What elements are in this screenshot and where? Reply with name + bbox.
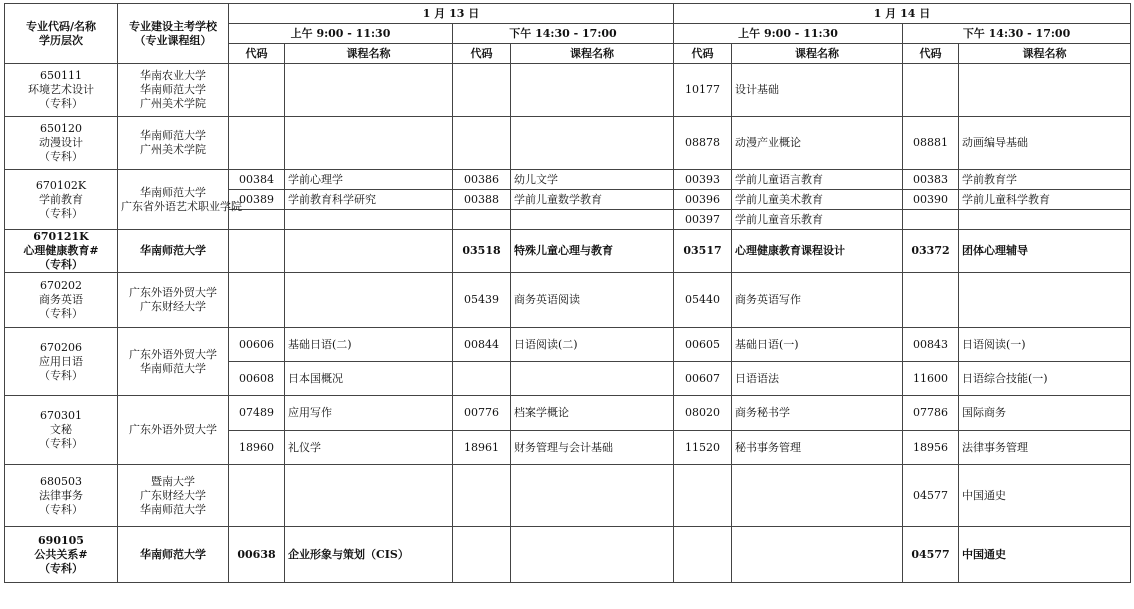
course-code: 00383 <box>903 170 959 190</box>
header-major-line2: 学历层次 <box>39 33 83 47</box>
major-code: 690105 <box>38 533 84 547</box>
course-name: 学前儿童音乐教育 <box>732 210 903 230</box>
course-name: 学前心理学 <box>285 170 453 190</box>
course-code <box>453 527 511 583</box>
table-row <box>5 273 1131 328</box>
major-cell <box>5 170 118 230</box>
course-name <box>511 362 674 396</box>
course-code <box>229 117 285 170</box>
course-name: 日本国概况 <box>285 362 453 396</box>
table-body <box>5 64 1131 583</box>
header-day2: 1 月 14 日 <box>674 4 1131 24</box>
table-row <box>5 328 1131 362</box>
table-row <box>5 117 1131 170</box>
major-level: （专科） <box>39 97 83 110</box>
course-code: 00605 <box>674 328 732 362</box>
school-cell <box>118 64 229 117</box>
course-name: 设计基础 <box>732 64 903 117</box>
course-name: 秘书事务管理 <box>732 431 903 465</box>
course-name: 心理健康教育课程设计 <box>732 230 903 273</box>
major-name: 公共关系# <box>34 547 88 561</box>
course-code: 05440 <box>674 273 732 328</box>
major-name: 应用日语 <box>39 354 83 368</box>
course-name: 日语阅读(一) <box>959 328 1131 362</box>
school-name: 广东外语外贸大学 <box>129 286 217 299</box>
major-name: 学前教育 <box>39 192 83 206</box>
major-level: （专科） <box>39 258 83 271</box>
course-code <box>453 117 511 170</box>
course-code: 18956 <box>903 431 959 465</box>
header-code: 代码 <box>229 44 285 64</box>
table-row <box>5 170 1131 190</box>
course-code: 00386 <box>453 170 511 190</box>
major-code: 670301 <box>40 409 82 422</box>
course-name: 幼儿文学 <box>511 170 674 190</box>
course-name <box>959 64 1131 117</box>
course-code: 08878 <box>674 117 732 170</box>
course-name: 中国通史 <box>959 527 1131 583</box>
major-cell <box>5 527 118 583</box>
course-name: 团体心理辅导 <box>959 230 1131 273</box>
school-name: 华南师范大学 <box>140 361 206 375</box>
major-name: 动漫设计 <box>39 136 83 149</box>
major-level: （专科） <box>39 368 83 382</box>
major-level: （专科） <box>39 437 83 450</box>
major-cell <box>5 328 118 396</box>
major-code: 650111 <box>40 69 82 82</box>
course-name: 企业形象与策划（CIS） <box>285 527 453 583</box>
major-level: （专科） <box>39 150 83 163</box>
course-code <box>229 230 285 273</box>
course-name: 礼仪学 <box>285 431 453 465</box>
course-name: 法律事务管理 <box>959 431 1131 465</box>
course-name <box>285 465 453 527</box>
header-day1-am: 上午 9:00 - 11:30 <box>229 24 453 44</box>
course-code: 08020 <box>674 396 732 431</box>
course-code: 00396 <box>674 190 732 210</box>
table-header <box>5 4 1131 64</box>
major-level: （专科） <box>39 502 83 516</box>
header-school-line1: 专业建设主考学校 <box>129 19 217 33</box>
school-name: 广东外语外贸大学 <box>129 347 217 361</box>
school-name: 暨南大学 <box>151 474 195 488</box>
school-name: 华南师范大学 <box>140 547 206 561</box>
school-name: 华南师范大学 <box>140 185 206 199</box>
major-cell <box>5 230 118 273</box>
course-name: 中国通史 <box>959 465 1131 527</box>
major-level: （专科） <box>39 561 83 575</box>
header-school-line2: （专业课程组） <box>134 33 212 47</box>
course-name: 基础日语(一) <box>732 328 903 362</box>
course-code <box>229 64 285 117</box>
school-name: 华南师范大学 <box>140 502 206 516</box>
major-cell <box>5 117 118 170</box>
course-code: 00606 <box>229 328 285 362</box>
course-code <box>903 273 959 328</box>
course-code: 00388 <box>453 190 511 210</box>
course-code: 00393 <box>674 170 732 190</box>
course-code <box>453 210 511 230</box>
major-name: 法律事务 <box>39 488 83 502</box>
major-name: 文秘 <box>50 423 72 436</box>
course-name <box>511 527 674 583</box>
course-name <box>511 117 674 170</box>
course-code: 00390 <box>903 190 959 210</box>
course-code <box>903 210 959 230</box>
major-code: 650120 <box>40 122 82 135</box>
course-code: 00843 <box>903 328 959 362</box>
major-cell <box>5 64 118 117</box>
school-name: 广东省外语艺术职业学院 <box>121 199 242 213</box>
course-code <box>229 465 285 527</box>
header-day1: 1 月 13 日 <box>229 4 674 24</box>
course-code: 03518 <box>453 230 511 273</box>
header-day2-pm: 下午 14:30 - 17:00 <box>903 24 1131 44</box>
school-name: 广东财经大学 <box>140 488 206 502</box>
header-major <box>5 4 118 64</box>
course-name: 学前儿童语言教育 <box>732 170 903 190</box>
course-name <box>959 273 1131 328</box>
course-code: 04577 <box>903 465 959 527</box>
course-code: 08881 <box>903 117 959 170</box>
header-course: 课程名称 <box>732 44 903 64</box>
course-code <box>453 362 511 396</box>
course-code: 11600 <box>903 362 959 396</box>
course-name: 档案学概论 <box>511 396 674 431</box>
course-code: 18960 <box>229 431 285 465</box>
table-row <box>5 64 1131 117</box>
header-major-line1: 专业代码/名称 <box>25 19 97 33</box>
header-school <box>118 4 229 64</box>
header-code: 代码 <box>674 44 732 64</box>
course-name <box>511 64 674 117</box>
header-course: 课程名称 <box>285 44 453 64</box>
school-cell <box>118 396 229 465</box>
school-name: 广东财经大学 <box>140 300 206 313</box>
school-name: 华南师范大学 <box>140 244 206 257</box>
course-name: 日语综合技能(一) <box>959 362 1131 396</box>
major-code: 670206 <box>40 340 82 354</box>
course-name <box>732 527 903 583</box>
course-name <box>511 465 674 527</box>
course-name: 特殊儿童心理与教育 <box>511 230 674 273</box>
course-name: 商务秘书学 <box>732 396 903 431</box>
school-name: 广州美术学院 <box>140 97 206 110</box>
course-code: 11520 <box>674 431 732 465</box>
school-name: 华南农业大学 <box>140 69 206 82</box>
course-code: 00776 <box>453 396 511 431</box>
school-cell <box>118 328 229 396</box>
course-code <box>674 465 732 527</box>
course-name: 动漫产业概论 <box>732 117 903 170</box>
course-name: 学前儿童科学教育 <box>959 190 1131 210</box>
course-code <box>453 465 511 527</box>
major-level: （专科） <box>39 307 83 320</box>
course-name <box>511 210 674 230</box>
course-name: 日语阅读(二) <box>511 328 674 362</box>
major-cell <box>5 273 118 328</box>
header-course: 课程名称 <box>959 44 1131 64</box>
course-code: 07786 <box>903 396 959 431</box>
school-name: 广东外语外贸大学 <box>129 423 217 436</box>
table-row <box>5 465 1131 527</box>
header-course: 课程名称 <box>511 44 674 64</box>
school-name: 华南师范大学 <box>140 83 206 96</box>
course-name: 学前教育学 <box>959 170 1131 190</box>
major-name: 心理健康教育# <box>23 244 99 257</box>
course-code: 05439 <box>453 273 511 328</box>
table-row <box>5 527 1131 583</box>
school-cell <box>118 230 229 273</box>
header-day2-am: 上午 9:00 - 11:30 <box>674 24 903 44</box>
school-name: 华南师范大学 <box>140 129 206 142</box>
course-name <box>285 117 453 170</box>
course-code: 00844 <box>453 328 511 362</box>
course-name: 日语语法 <box>732 362 903 396</box>
major-code: 670121K <box>33 230 89 243</box>
course-name: 应用写作 <box>285 396 453 431</box>
header-code: 代码 <box>453 44 511 64</box>
header-code: 代码 <box>903 44 959 64</box>
course-name: 国际商务 <box>959 396 1131 431</box>
header-day1-pm: 下午 14:30 - 17:00 <box>453 24 674 44</box>
course-code: 03517 <box>674 230 732 273</box>
course-code: 00608 <box>229 362 285 396</box>
major-code: 680503 <box>40 474 82 488</box>
course-name <box>285 64 453 117</box>
course-name: 基础日语(二) <box>285 328 453 362</box>
course-code: 04577 <box>903 527 959 583</box>
course-name: 学前教育科学研究 <box>285 190 453 210</box>
school-cell <box>118 170 242 230</box>
course-code: 00638 <box>229 527 285 583</box>
table-row <box>5 396 1131 431</box>
course-name: 动画编导基础 <box>959 117 1131 170</box>
major-name: 环境艺术设计 <box>28 83 94 96</box>
course-name: 商务英语写作 <box>732 273 903 328</box>
course-name <box>285 210 453 230</box>
course-code: 03372 <box>903 230 959 273</box>
major-code: 670202 <box>40 279 82 292</box>
school-cell <box>118 465 229 527</box>
school-cell <box>118 117 229 170</box>
school-name: 广州美术学院 <box>140 143 206 156</box>
course-code: 07489 <box>229 396 285 431</box>
table-row <box>5 230 1131 273</box>
major-name: 商务英语 <box>39 293 83 306</box>
major-cell <box>5 465 118 527</box>
course-name <box>959 210 1131 230</box>
course-code: 00389 <box>229 190 285 210</box>
major-level: （专科） <box>39 206 83 220</box>
course-code <box>453 64 511 117</box>
course-code: 18961 <box>453 431 511 465</box>
course-name: 财务管理与会计基础 <box>511 431 674 465</box>
course-name <box>285 273 453 328</box>
major-code: 670102K <box>35 178 87 192</box>
major-cell <box>5 396 118 465</box>
course-code: 00607 <box>674 362 732 396</box>
course-code: 10177 <box>674 64 732 117</box>
course-name <box>732 465 903 527</box>
course-name: 学前儿童数学教育 <box>511 190 674 210</box>
course-name <box>285 230 453 273</box>
course-code <box>903 64 959 117</box>
course-name: 学前儿童美术教育 <box>732 190 903 210</box>
course-code <box>229 273 285 328</box>
exam-schedule-table <box>4 3 1131 583</box>
course-code: 00397 <box>674 210 732 230</box>
school-cell <box>118 273 229 328</box>
school-cell <box>118 527 229 583</box>
course-name: 商务英语阅读 <box>511 273 674 328</box>
course-code: 00384 <box>229 170 285 190</box>
course-code <box>674 527 732 583</box>
